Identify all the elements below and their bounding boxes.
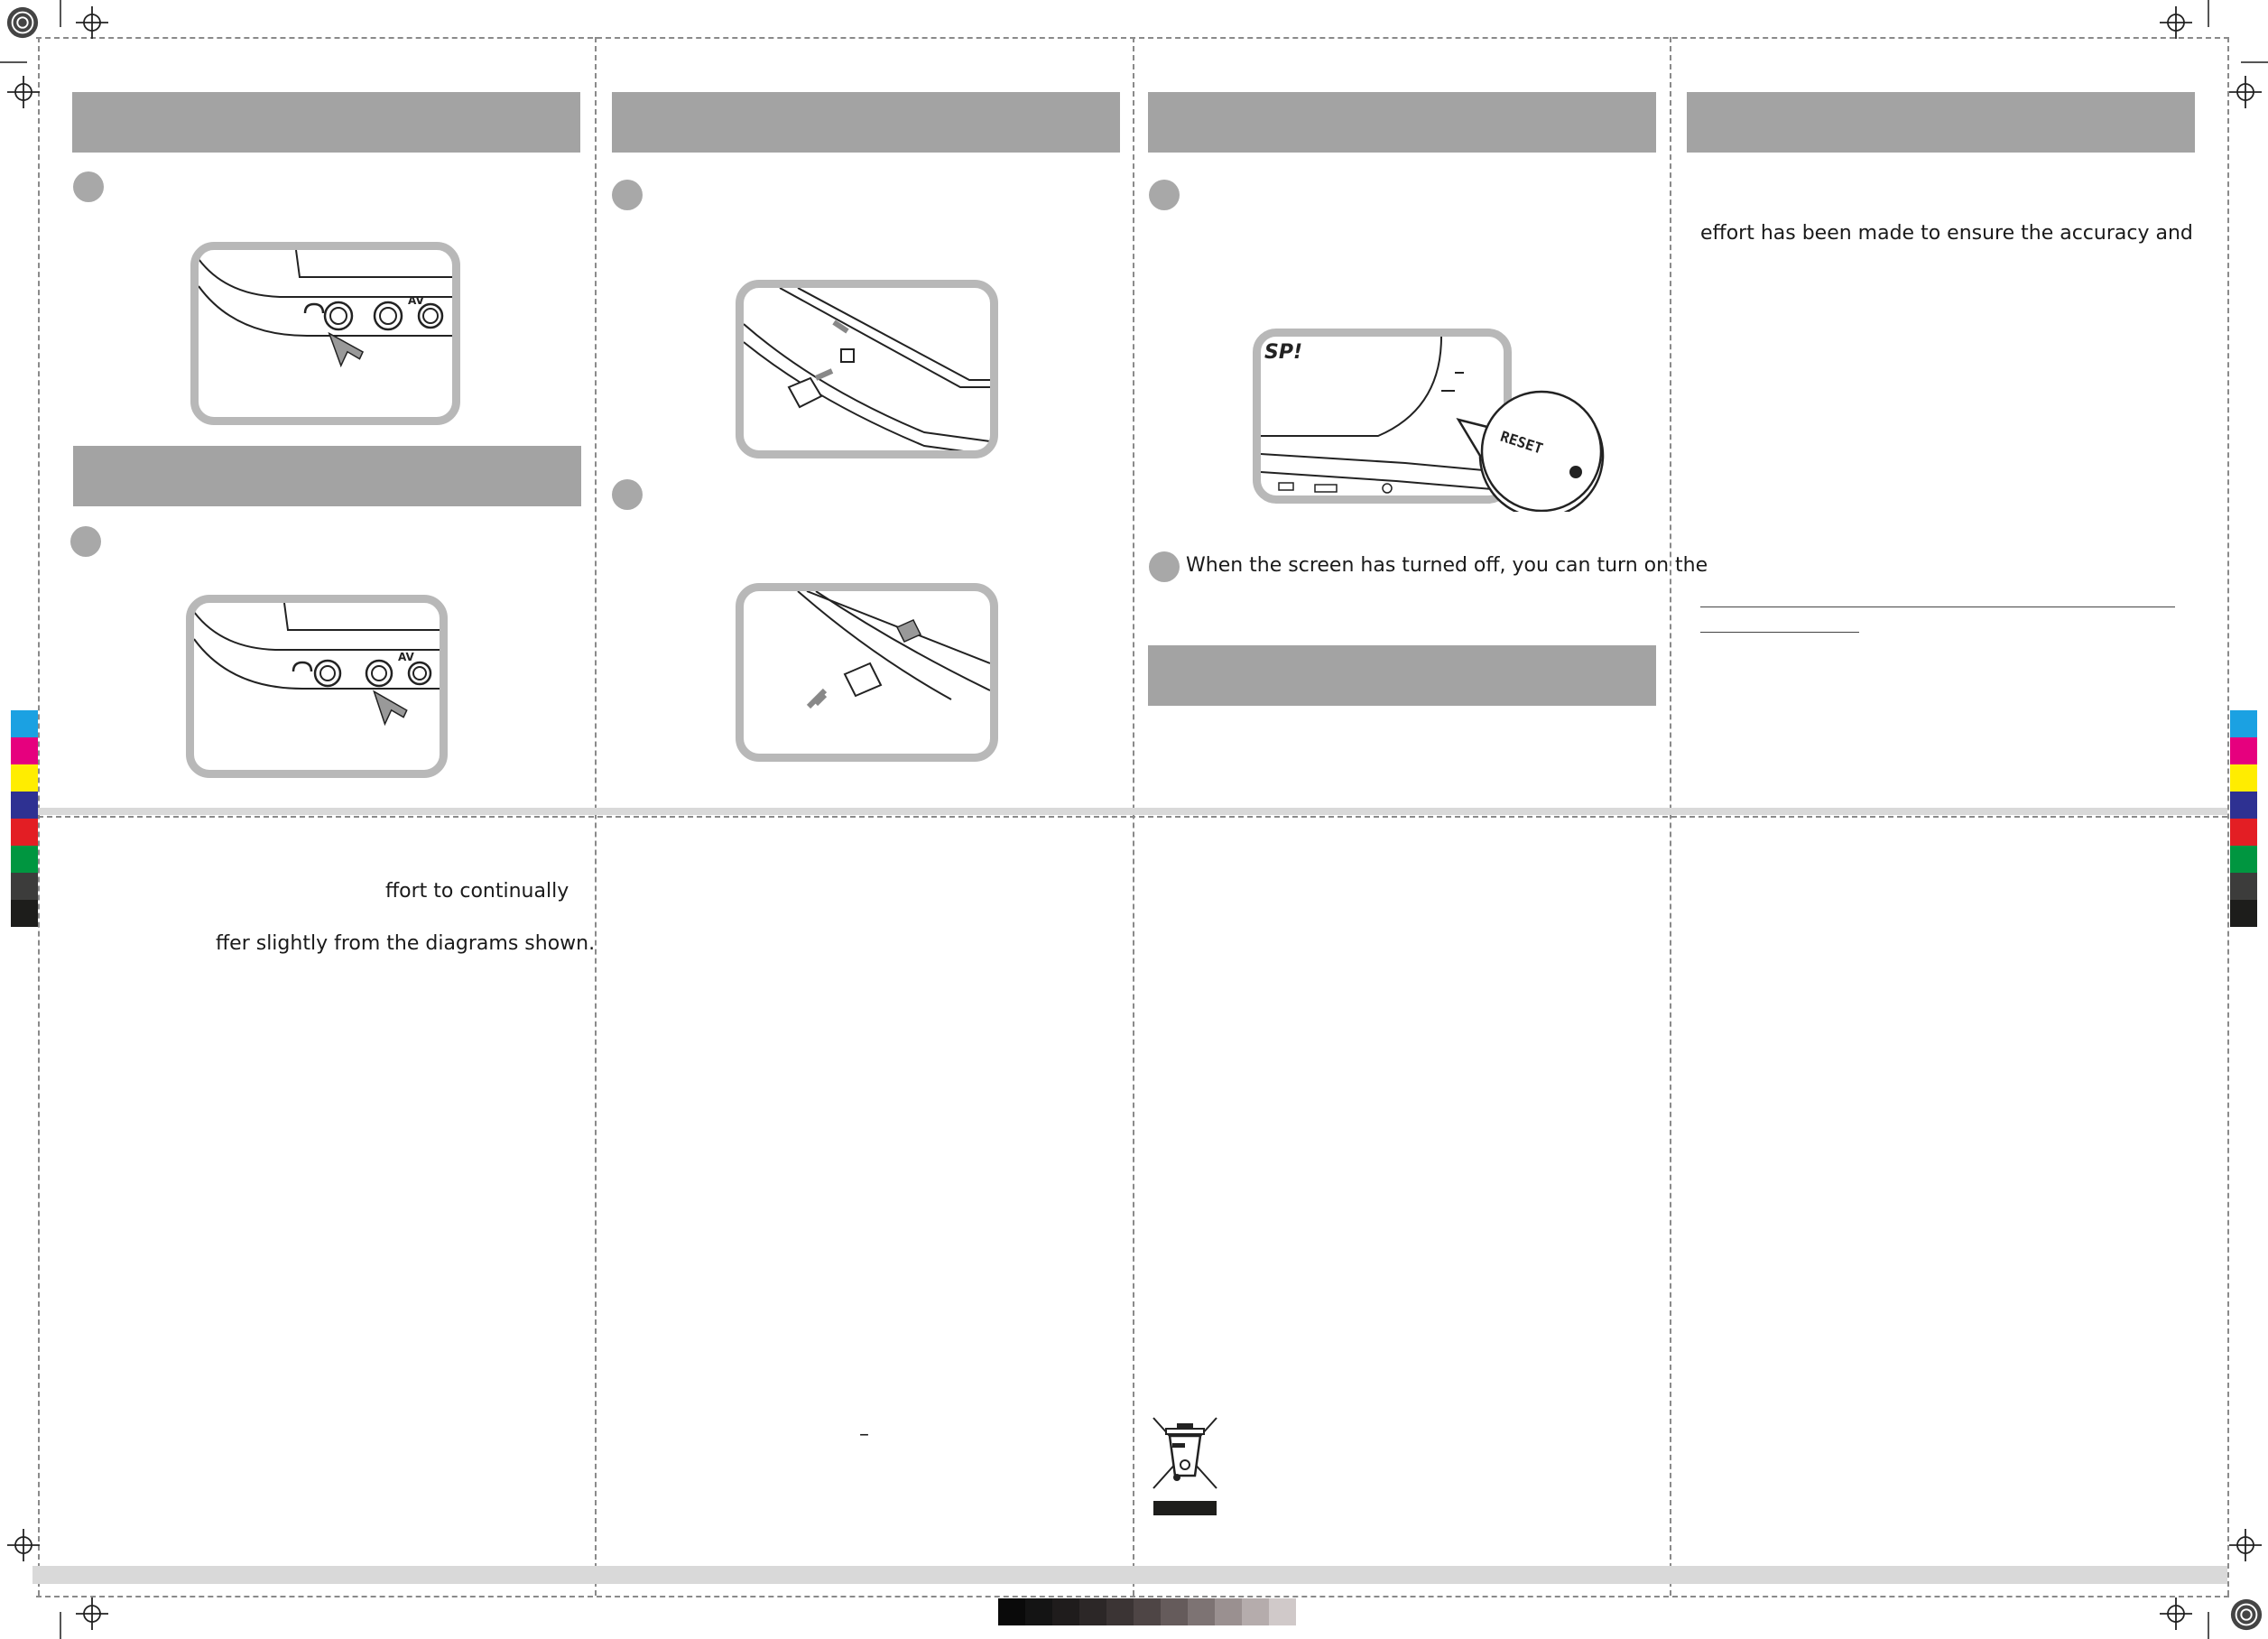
- gray-ramp-step: [1079, 1598, 1106, 1625]
- registration-mark-icon: [76, 1597, 108, 1630]
- gray-ramp-step: [1161, 1598, 1188, 1625]
- color-swatch-dark: [2230, 873, 2257, 900]
- crop-mark-bl: [60, 1612, 61, 1639]
- color-swatch-yellow: [11, 764, 38, 792]
- color-swatch-black: [11, 900, 38, 927]
- crop-mark-br: [2208, 1612, 2209, 1639]
- registration-mark-icon: [7, 76, 40, 108]
- color-swatch-yellow: [2230, 764, 2257, 792]
- diagrams-text: ffer slightly from the diagrams shown.: [216, 932, 596, 955]
- fold-strip-middle: [38, 808, 2227, 815]
- device-illustration-card-insert: [736, 280, 998, 458]
- color-swatch-magenta: [2230, 737, 2257, 764]
- gray-ramp-step: [1188, 1598, 1215, 1625]
- registration-mark-icon: [2229, 1529, 2262, 1561]
- reset-callout: [1451, 384, 1605, 512]
- crop-mark-tr: [2208, 0, 2209, 27]
- arrow-icon: [809, 690, 825, 707]
- step-bullet: [70, 526, 101, 557]
- arrow-icon: [329, 325, 365, 366]
- section-header-bar: [1148, 645, 1656, 706]
- device-illustration-card-remove: [736, 583, 998, 762]
- section-header-bar: [612, 92, 1120, 153]
- registration-mark-icon: [76, 6, 108, 39]
- section-header-bar: [1687, 92, 2195, 153]
- color-swatch-red: [11, 819, 38, 846]
- gray-ramp-step: [1106, 1598, 1134, 1625]
- svg-text:AV: AV: [408, 294, 424, 307]
- gray-ramp-step: [1025, 1598, 1052, 1625]
- registration-mark-icon: [7, 1529, 40, 1561]
- screen-off-text: When the screen has turned off, you can turn on the: [1186, 554, 1708, 577]
- divider-line-short: [1700, 632, 1859, 633]
- weee-bin-icon: [1150, 1414, 1220, 1519]
- microsd-card-icon: [789, 378, 821, 407]
- step-bullet: [1149, 551, 1180, 582]
- color-swatch-green: [11, 846, 38, 873]
- fold-strip-bottom: [32, 1566, 2227, 1584]
- gray-ramp-step: [998, 1598, 1025, 1625]
- reset-label: RESET: [1498, 427, 1545, 458]
- color-swatch-red: [2230, 819, 2257, 846]
- continually-text: ffort to continually: [385, 880, 569, 903]
- section-header-bar: [73, 446, 581, 506]
- svg-text:AV: AV: [398, 651, 414, 663]
- dash-mark: –: [859, 1423, 869, 1446]
- registration-mark-icon: [2160, 6, 2192, 39]
- av-out-jack-icon: [366, 661, 392, 686]
- color-swatch-cyan: [11, 710, 38, 737]
- step-bullet: [1149, 180, 1180, 210]
- registration-mark-icon: [2229, 1597, 2263, 1632]
- registration-mark-icon: [2229, 76, 2262, 108]
- gray-ramp-step: [1269, 1598, 1296, 1625]
- registration-mark-icon: [2160, 1597, 2192, 1630]
- color-swatch-green: [2230, 846, 2257, 873]
- fold-line-middle: [38, 816, 2227, 818]
- color-swatch-blue: [2230, 792, 2257, 819]
- gray-ramp-step: [1134, 1598, 1161, 1625]
- section-header-bar: [72, 92, 580, 153]
- registration-mark-icon: [5, 5, 40, 40]
- step-bullet: [612, 180, 643, 210]
- color-swatch-blue: [11, 792, 38, 819]
- gray-ramp-step: [1242, 1598, 1269, 1625]
- device-illustration-headphone: [190, 242, 460, 425]
- svg-text:SP!: SP!: [1264, 341, 1303, 364]
- crop-mark-tl: [60, 0, 61, 27]
- gray-ramp-step: [1215, 1598, 1242, 1625]
- section-header-bar: [1148, 92, 1656, 153]
- arrow-icon: [816, 371, 832, 378]
- color-swatch-dark: [11, 873, 38, 900]
- trim-line-right: [2227, 37, 2229, 1596]
- color-swatch-black: [2230, 900, 2257, 927]
- accuracy-text: effort has been made to ensure the accuracy and: [1700, 222, 2193, 245]
- headphone-jack-icon: [305, 302, 352, 329]
- crop-mark-tr-h: [2241, 61, 2268, 63]
- microsd-card-icon: [845, 663, 881, 696]
- device-illustration-av-out: [186, 595, 448, 778]
- gray-ramp-step: [1052, 1598, 1079, 1625]
- crop-mark-tl-h: [0, 61, 27, 63]
- step-bullet: [612, 479, 643, 510]
- trim-line-bottom: [36, 1596, 2229, 1597]
- step-bullet: [73, 171, 104, 202]
- color-swatch-cyan: [2230, 710, 2257, 737]
- color-swatch-magenta: [11, 737, 38, 764]
